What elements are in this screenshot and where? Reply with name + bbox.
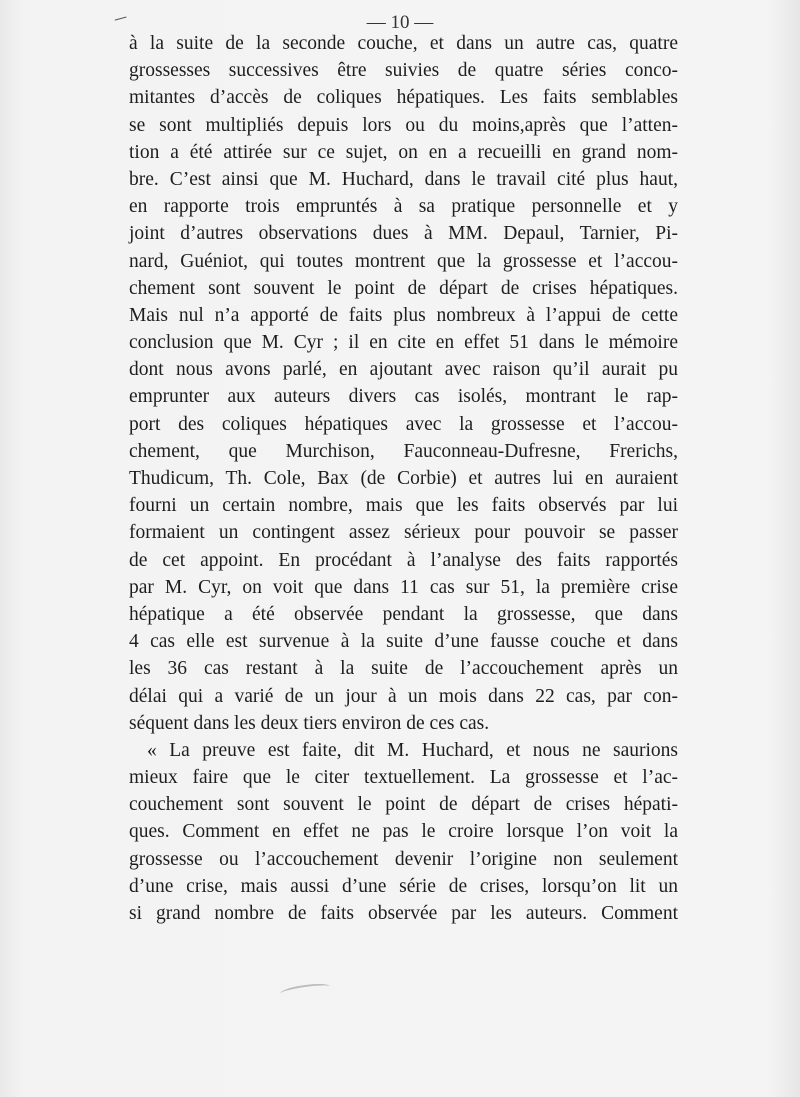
text-line: chement, que Murchison, Fauconneau-Dufresne, Frerichs, [129,440,678,462]
text-line: Mais nul n’a apporté de faits plus nombreux à l’appui de cette [129,304,678,326]
text-line: conclusion que M. Cyr ; il en cite en effet 51 dans le mémoire [129,332,678,354]
text-line: délai qui a varié de un jour à un mois dans 22 cas, par con- [129,685,678,707]
text-line: chement sont souvent le point de départ de crises hépatiques. [129,277,678,299]
text-line: 4 cas elle est survenue à la suite d’une fausse couche et dans [129,631,678,653]
text-line: de cet appoint. En procédant à l’analyse des faits rapportés [129,549,678,571]
text-line: nard, Guéniot, qui toutes montrent que la grossesse et l’accou- [129,250,678,272]
text-line: se sont multipliés depuis lors ou du moins,après que l’atten- [129,114,678,136]
text-line: mitantes d’accès de coliques hépatiques. Les faits semblables [129,87,678,109]
text-line: grossesses successives être suivies de quatre séries conco- [129,60,678,82]
body-text [129,30,678,927]
text-line: dont nous avons parlé, en ajoutant avec raison qu’il aurait pu [129,359,678,381]
text-line: mieux faire que le citer textuellement. La grossesse et l’ac- [129,767,678,789]
text-line: fourni un certain nombre, mais que les faits observés par lui [129,495,678,517]
text-line: couchement sont souvent le point de départ de crises hépati- [129,794,678,816]
text-line: hépatique a été observée pendant la grossesse, que dans [129,603,678,625]
text-line: à la suite de la seconde couche, et dans un autre cas, quatre [129,33,678,54]
page-number: — 10 — [366,12,434,33]
text-line: ques. Comment en effet ne pas le croire lorsque l’on voit la [129,821,678,843]
text-line: d’une crise, mais aussi d’une série de crises, lorsqu’on lit un [129,875,678,897]
text-line: grossesse ou l’accouchement devenir l’origine non seulement [129,848,678,870]
ink-smudge [280,982,331,999]
text-line: si grand nombre de faits observée par les auteurs. Comment [129,903,678,924]
text-line: en rapporte trois empruntés à sa pratique personnelle et y [129,196,678,218]
text-line: tion a été attirée sur ce sujet, on en a recueilli en grand nom- [129,141,678,163]
text-line: emprunter aux auteurs divers cas isolés, montrant le rap- [129,386,678,408]
text-line: séquent dans les deux tiers environ de ces cas. [129,712,490,734]
text-line: formaient un contingent assez sérieux pour pouvoir se passer [129,522,678,544]
text-line: port des coliques hépatiques avec la grossesse et l’accou- [129,413,678,435]
text-line: Thudicum, Th. Cole, Bax (de Corbie) et autres lui en auraient [129,468,678,489]
text-line: par M. Cyr, on voit que dans 11 cas sur 51, la première crise [129,576,678,598]
text-line: les 36 cas restant à la suite de l’accouchement après un [129,658,678,680]
text-line: bre. C’est ainsi que M. Huchard, dans le travail cité plus haut, [129,168,678,190]
text-line: joint d’autres observations dues à MM. Depaul, Tarnier, Pi- [129,223,678,245]
text-line: « La preuve est faite, dit M. Huchard, et nous ne saurions [147,739,678,761]
